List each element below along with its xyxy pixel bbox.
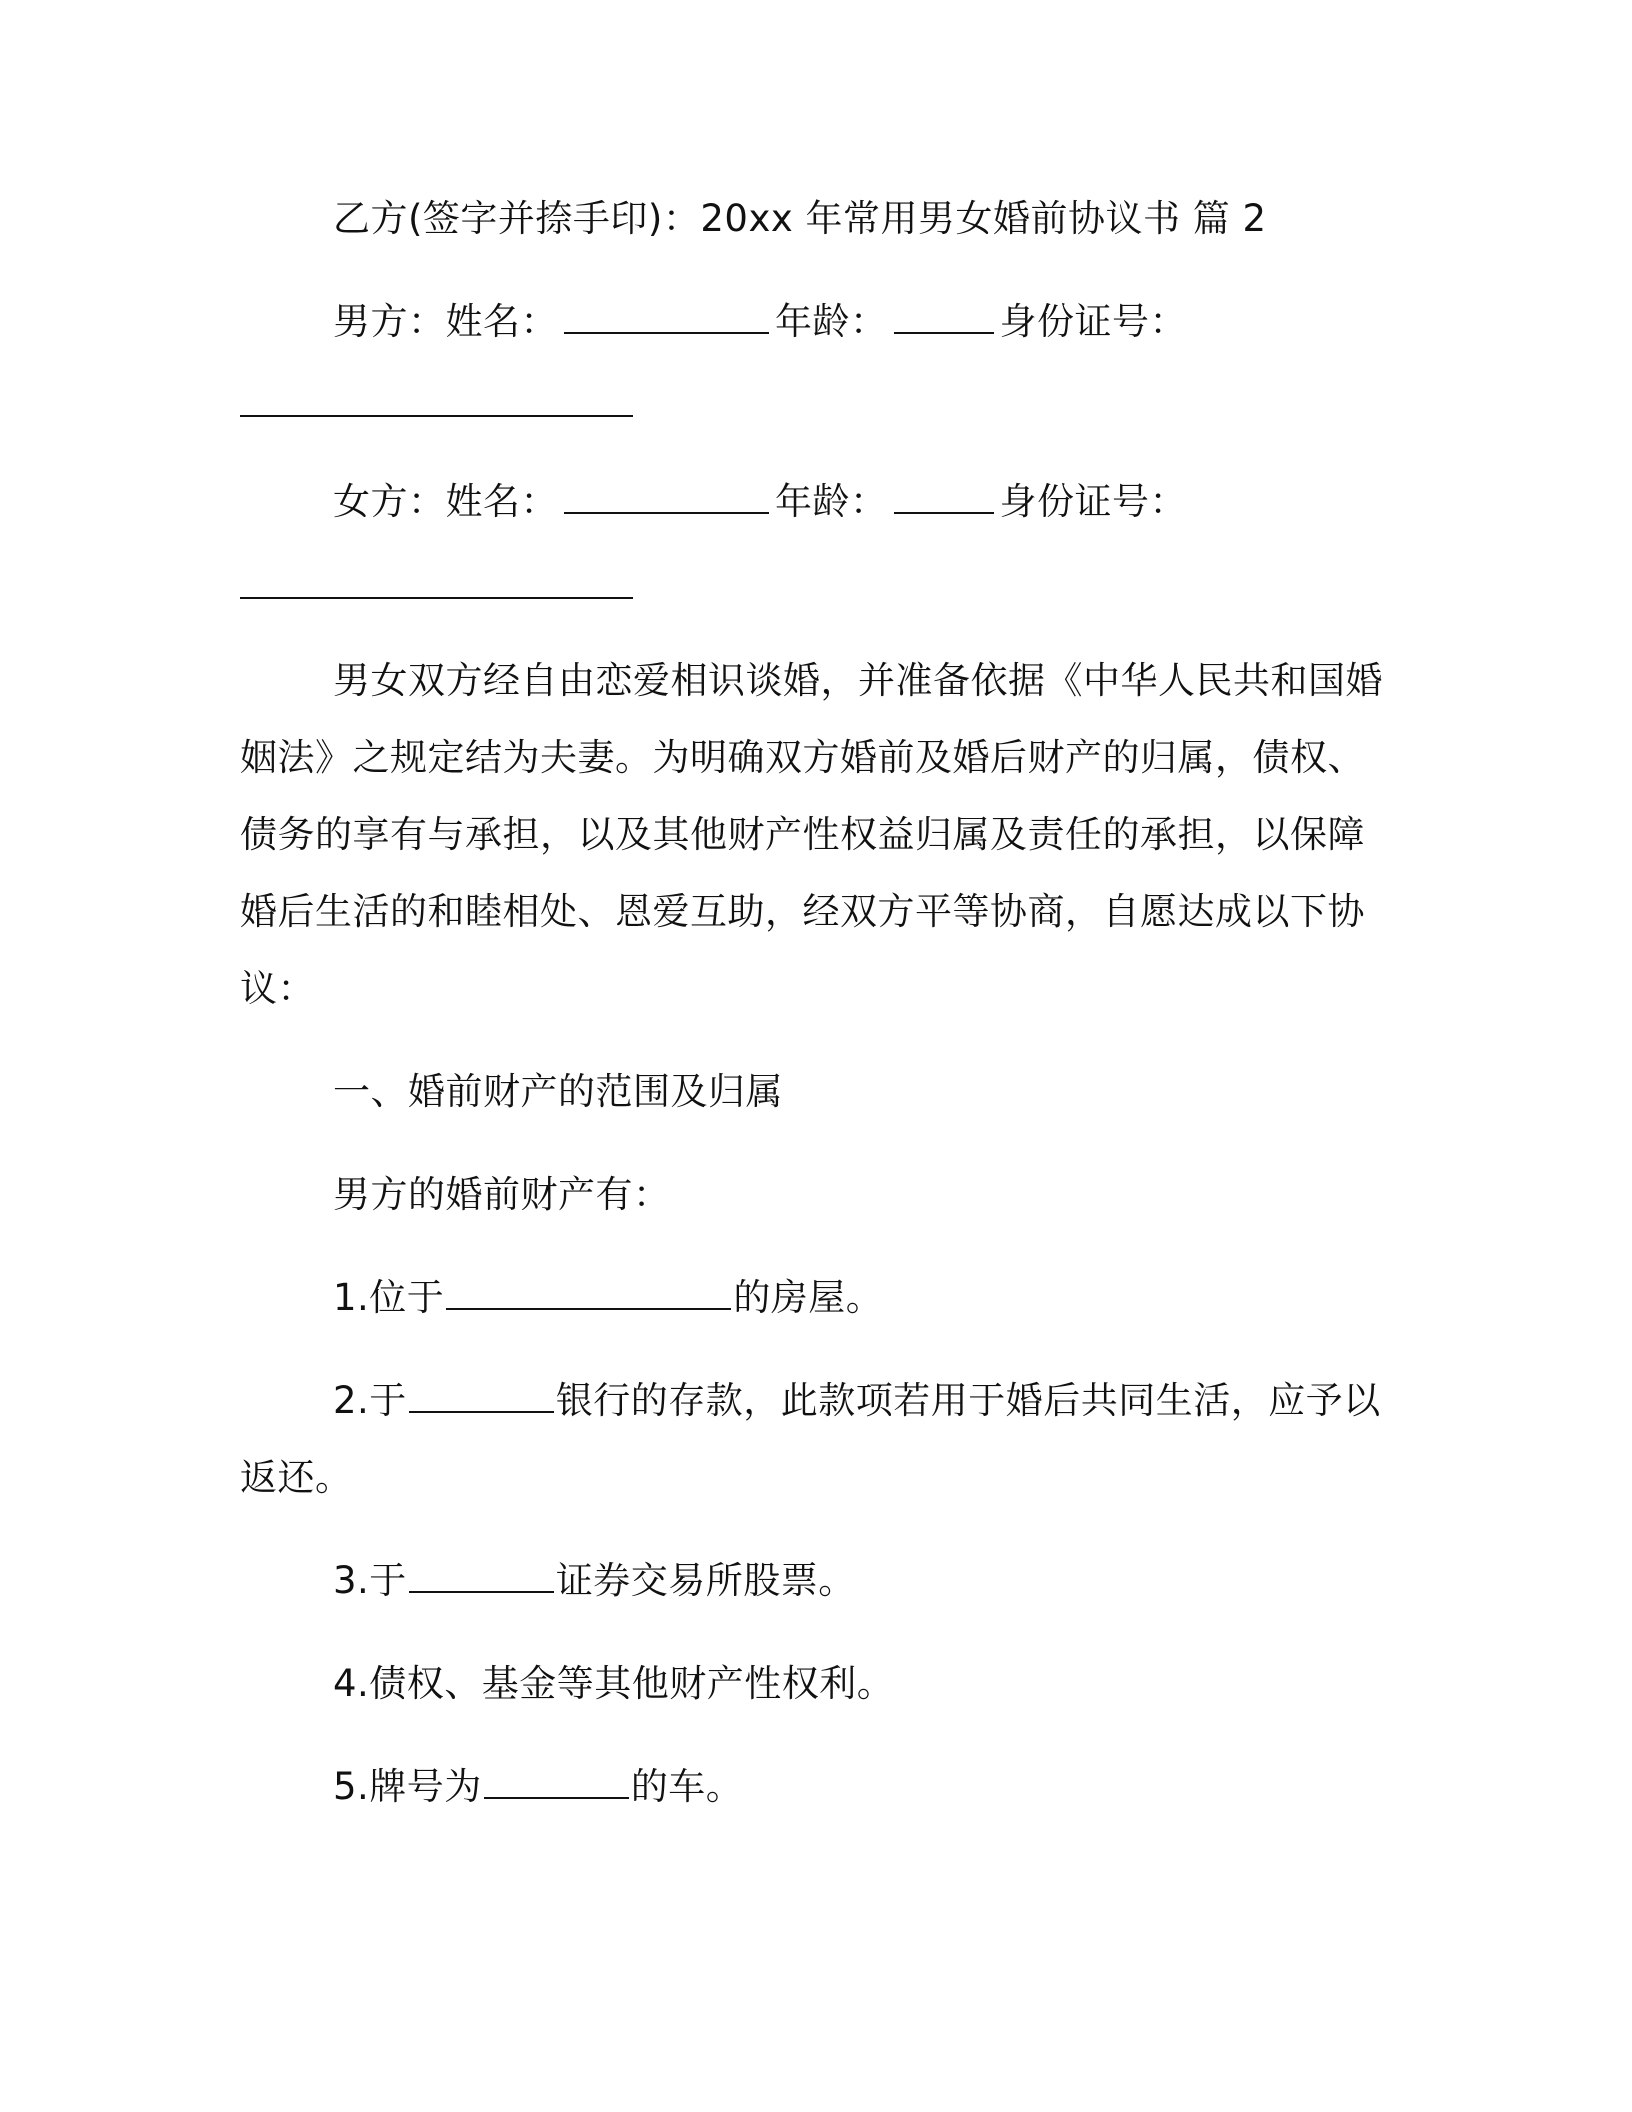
female-id-label: 身份证号： (999, 480, 1187, 523)
item-5-suffix: 的车。 (630, 1765, 744, 1808)
female-age-blank[interactable] (894, 482, 994, 514)
item-1-blank[interactable] (446, 1278, 731, 1310)
male-info-line (0, 298, 1632, 346)
property-item-5 (0, 1763, 1632, 1811)
property-item-1 (0, 1274, 1632, 1322)
male-property-text: 男方的婚前财产有： (333, 1173, 671, 1216)
intro-text-3: 债务的享有与承担，以及其他财产性权益归属及责任的承担，以保障 (240, 813, 1365, 856)
property-item-2-cont (0, 1454, 1632, 1502)
female-name-blank[interactable] (564, 482, 769, 514)
female-id-blank[interactable] (240, 597, 633, 599)
item-3-prefix: 3.于 (333, 1559, 407, 1602)
female-info-line (0, 478, 1632, 526)
intro-text-1: 男女双方经自由恋爱相识谈婚，并准备依据《中华人民共和国婚 (333, 659, 1383, 702)
item-3-suffix: 证券交易所股票。 (555, 1559, 856, 1602)
property-item-3 (0, 1557, 1632, 1605)
intro-line-5 (0, 965, 1632, 1013)
male-id-label: 身份证号： (999, 300, 1187, 343)
section-1-title: 一、婚前财产的范围及归属 (333, 1070, 783, 1113)
item-5-blank[interactable] (484, 1767, 629, 1799)
female-age-label: 年龄： (775, 480, 888, 523)
male-id-blank[interactable] (240, 415, 633, 417)
intro-text-2: 姻法》之规定结为夫妻。为明确双方婚前及婚后财产的归属，债权、 (240, 736, 1365, 779)
intro-line-3 (0, 811, 1632, 859)
male-name-blank[interactable] (564, 302, 769, 334)
male-name-label: 男方：姓名： (333, 300, 558, 343)
item-2-prefix: 2.于 (333, 1379, 407, 1422)
property-item-2 (0, 1377, 1632, 1425)
item-3-blank[interactable] (409, 1561, 554, 1593)
item-2-suffix: 银行的存款，此款项若用于婚后共同生活，应予以 (555, 1379, 1381, 1422)
intro-line-2 (0, 734, 1632, 782)
male-age-blank[interactable] (894, 302, 994, 334)
item-4-text: 4.债权、基金等其他财产性权利。 (333, 1662, 895, 1705)
intro-line-1 (0, 657, 1632, 705)
item-1-prefix: 1.位于 (333, 1276, 445, 1319)
female-name-label: 女方：姓名： (333, 480, 558, 523)
intro-line-4 (0, 888, 1632, 936)
male-age-label: 年龄： (775, 300, 888, 343)
signature-title-line (0, 195, 1632, 243)
intro-text-4: 婚后生活的和睦相处、恩爱互助，经双方平等协商，自愿达成以下协 (240, 890, 1365, 933)
item-2-blank[interactable] (409, 1381, 554, 1413)
item-2-continued: 返还。 (240, 1456, 353, 1499)
section-1-heading (0, 1068, 1632, 1116)
signature-title-text: 乙方(签字并捺手印)：20xx 年常用男女婚前协议书 篇 2 (333, 197, 1267, 240)
item-1-suffix: 的房屋。 (733, 1276, 884, 1319)
intro-text-5: 议： (240, 967, 315, 1010)
property-item-4 (0, 1660, 1632, 1708)
male-property-heading (0, 1171, 1632, 1219)
item-5-prefix: 5.牌号为 (333, 1765, 482, 1808)
